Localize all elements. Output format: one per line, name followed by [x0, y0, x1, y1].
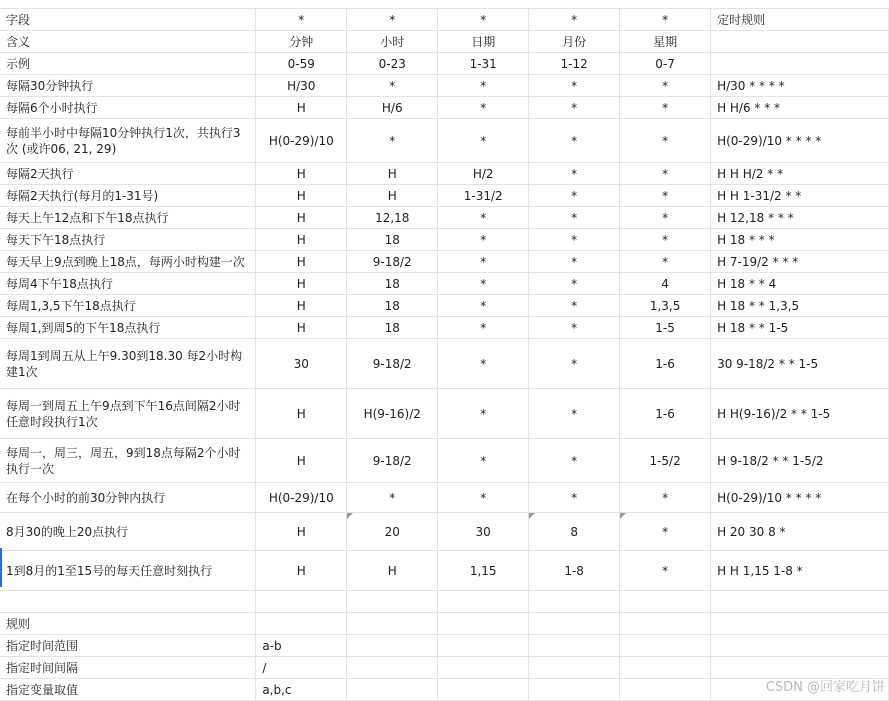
- field-cell[interactable]: 12,18: [347, 207, 438, 229]
- cell[interactable]: [529, 635, 620, 657]
- field-cell[interactable]: *: [438, 229, 529, 251]
- field-cell[interactable]: *: [529, 389, 620, 439]
- table-row: [0, 339, 889, 389]
- field-cell[interactable]: *: [620, 251, 711, 273]
- field-cell[interactable]: *: [529, 163, 620, 185]
- field-cell[interactable]: *: [529, 185, 620, 207]
- field-cell[interactable]: *: [620, 207, 711, 229]
- description-cell[interactable]: 每天早上9点到晚上18点，每两小时构建一次: [0, 251, 256, 273]
- field-cell[interactable]: *: [620, 185, 711, 207]
- field-cell[interactable]: H: [256, 513, 347, 551]
- field-cell[interactable]: *: [438, 273, 529, 295]
- rules-title-row: [0, 613, 889, 635]
- field-cell[interactable]: *: [347, 75, 438, 97]
- cell[interactable]: 定时规则: [711, 9, 889, 31]
- field-cell[interactable]: H: [256, 389, 347, 439]
- field-cell[interactable]: 18: [347, 295, 438, 317]
- field-cell[interactable]: H/30: [256, 75, 347, 97]
- field-cell[interactable]: *: [529, 483, 620, 513]
- cron-expression-cell[interactable]: H H 1-31/2 * *: [711, 185, 889, 207]
- field-cell[interactable]: *: [529, 97, 620, 119]
- field-cell[interactable]: H: [256, 551, 347, 591]
- field-cell[interactable]: *: [438, 439, 529, 483]
- field-cell[interactable]: 1-5: [620, 317, 711, 339]
- description-cell[interactable]: 1到8月的1至15号的每天任意时刻执行: [0, 551, 256, 591]
- field-cell[interactable]: H: [256, 207, 347, 229]
- field-cell[interactable]: H: [347, 185, 438, 207]
- cell[interactable]: 0-59: [256, 53, 347, 75]
- cell[interactable]: [620, 679, 711, 701]
- description-cell[interactable]: 每周1到周五从上午9.30到18.30 每2小时构建1次: [0, 339, 256, 389]
- header-row: [0, 9, 889, 31]
- cell[interactable]: [256, 591, 347, 613]
- cell[interactable]: [620, 657, 711, 679]
- description-cell[interactable]: 在每个小时的前30分钟内执行: [0, 483, 256, 513]
- cell[interactable]: *: [256, 9, 347, 31]
- field-cell[interactable]: *: [620, 483, 711, 513]
- field-cell[interactable]: H: [256, 185, 347, 207]
- field-cell[interactable]: 1-6: [620, 389, 711, 439]
- field-cell[interactable]: *: [438, 295, 529, 317]
- table-row: [0, 483, 889, 513]
- description-cell[interactable]: 每隔2天执行: [0, 163, 256, 185]
- field-cell[interactable]: *: [529, 317, 620, 339]
- cron-expression-cell[interactable]: H 18 * * 1,3,5: [711, 295, 889, 317]
- cell[interactable]: [711, 635, 889, 657]
- description-cell[interactable]: 每周1,3,5下午18点执行: [0, 295, 256, 317]
- cell[interactable]: [347, 591, 438, 613]
- cell[interactable]: [711, 31, 889, 53]
- cron-rules-table: [0, 8, 889, 701]
- field-cell[interactable]: 18: [347, 229, 438, 251]
- cell[interactable]: 指定时间范围: [0, 635, 256, 657]
- cron-expression-cell[interactable]: H 12,18 * * *: [711, 207, 889, 229]
- field-cell[interactable]: 4: [620, 273, 711, 295]
- rule-row: [0, 679, 889, 701]
- field-cell[interactable]: 1,15: [438, 551, 529, 591]
- cron-expression-cell[interactable]: H(0-29)/10 * * * *: [711, 483, 889, 513]
- field-cell[interactable]: H: [256, 97, 347, 119]
- table-row: [0, 251, 889, 273]
- cell[interactable]: 1-12: [529, 53, 620, 75]
- field-cell[interactable]: H: [256, 229, 347, 251]
- cron-expression-cell[interactable]: H 18 * * 1-5: [711, 317, 889, 339]
- field-cell[interactable]: *: [620, 513, 711, 551]
- cell[interactable]: 含义: [0, 31, 256, 53]
- selection-indicator: [0, 548, 2, 587]
- cell[interactable]: 字段: [0, 9, 256, 31]
- field-cell[interactable]: *: [620, 119, 711, 163]
- field-cell[interactable]: 1,3,5: [620, 295, 711, 317]
- field-cell[interactable]: H: [347, 551, 438, 591]
- cell[interactable]: a,b,c: [256, 679, 347, 701]
- field-cell[interactable]: *: [529, 119, 620, 163]
- field-cell[interactable]: *: [347, 483, 438, 513]
- field-cell[interactable]: *: [529, 295, 620, 317]
- table-row: [0, 207, 889, 229]
- cell[interactable]: 1-31: [438, 53, 529, 75]
- table-row: [0, 163, 889, 185]
- cell[interactable]: [438, 679, 529, 701]
- cell[interactable]: [529, 591, 620, 613]
- cell[interactable]: *: [347, 9, 438, 31]
- cell[interactable]: [529, 679, 620, 701]
- field-cell[interactable]: *: [529, 207, 620, 229]
- cell[interactable]: [620, 635, 711, 657]
- cell[interactable]: 日期: [438, 31, 529, 53]
- field-cell[interactable]: H/2: [438, 163, 529, 185]
- field-cell[interactable]: H(0-29)/10: [256, 483, 347, 513]
- field-cell[interactable]: H(9-16)/2: [347, 389, 438, 439]
- cron-expression-cell[interactable]: H 20 30 8 *: [711, 513, 889, 551]
- description-cell[interactable]: 每隔30分钟执行: [0, 75, 256, 97]
- table-row: [0, 75, 889, 97]
- cron-expression-cell[interactable]: H H H/2 * *: [711, 163, 889, 185]
- field-cell[interactable]: *: [620, 75, 711, 97]
- description-cell[interactable]: 每天下午18点执行: [0, 229, 256, 251]
- field-cell[interactable]: H: [256, 317, 347, 339]
- field-cell[interactable]: *: [529, 75, 620, 97]
- cron-expression-cell[interactable]: H 9-18/2 * * 1-5/2: [711, 439, 889, 483]
- field-cell[interactable]: *: [620, 97, 711, 119]
- table-row: [0, 389, 889, 439]
- watermark: CSDN @回家吃月饼: [765, 680, 885, 695]
- cell[interactable]: 0-7: [620, 53, 711, 75]
- field-cell[interactable]: *: [620, 163, 711, 185]
- cell[interactable]: [711, 613, 889, 635]
- field-cell[interactable]: 8: [529, 513, 620, 551]
- description-cell[interactable]: 8月30的晚上20点执行: [0, 513, 256, 551]
- table-row: [0, 513, 889, 551]
- table-row: [0, 295, 889, 317]
- cell[interactable]: /: [256, 657, 347, 679]
- field-cell[interactable]: H: [256, 251, 347, 273]
- cell[interactable]: [529, 613, 620, 635]
- field-cell[interactable]: H: [256, 295, 347, 317]
- cron-expression-cell[interactable]: H 7-19/2 * * *: [711, 251, 889, 273]
- cron-expression-cell[interactable]: H 18 * * 4: [711, 273, 889, 295]
- table-row: [0, 273, 889, 295]
- data-rows: [0, 75, 889, 591]
- field-cell[interactable]: 1-6: [620, 339, 711, 389]
- cron-expression-cell[interactable]: H H(9-16)/2 * * 1-5: [711, 389, 889, 439]
- field-cell[interactable]: *: [438, 97, 529, 119]
- cell[interactable]: [347, 635, 438, 657]
- field-cell[interactable]: *: [347, 119, 438, 163]
- description-cell[interactable]: 每周4下午18点执行: [0, 273, 256, 295]
- cell[interactable]: [256, 613, 347, 635]
- cell[interactable]: 小时: [347, 31, 438, 53]
- table-row: [0, 97, 889, 119]
- field-cell[interactable]: 1-8: [529, 551, 620, 591]
- cell[interactable]: 0-23: [347, 53, 438, 75]
- cell[interactable]: 示例: [0, 53, 256, 75]
- table-row: [0, 317, 889, 339]
- cell[interactable]: [438, 635, 529, 657]
- cell[interactable]: [620, 591, 711, 613]
- cron-expression-cell[interactable]: H H/6 * * *: [711, 97, 889, 119]
- field-cell[interactable]: *: [438, 207, 529, 229]
- field-cell[interactable]: *: [529, 273, 620, 295]
- description-cell[interactable]: 每隔2天执行(每月的1-31号): [0, 185, 256, 207]
- description-cell[interactable]: 每隔6个小时执行: [0, 97, 256, 119]
- cell[interactable]: [620, 613, 711, 635]
- cron-expression-cell[interactable]: 30 9-18/2 * * 1-5: [711, 339, 889, 389]
- cron-expression-cell[interactable]: H H 1,15 1-8 *: [711, 551, 889, 591]
- field-cell[interactable]: H: [256, 439, 347, 483]
- field-cell[interactable]: *: [438, 119, 529, 163]
- cell[interactable]: [438, 657, 529, 679]
- field-cell[interactable]: 1-5/2: [620, 439, 711, 483]
- table-row: [0, 119, 889, 163]
- field-cell[interactable]: *: [529, 439, 620, 483]
- cell[interactable]: *: [620, 9, 711, 31]
- field-cell[interactable]: *: [529, 251, 620, 273]
- cell[interactable]: 指定变量取值: [0, 679, 256, 701]
- field-cell[interactable]: 18: [347, 273, 438, 295]
- field-cell[interactable]: 9-18/2: [347, 251, 438, 273]
- field-cell[interactable]: *: [438, 75, 529, 97]
- cell[interactable]: [347, 657, 438, 679]
- table-row: [0, 439, 889, 483]
- cell[interactable]: [347, 613, 438, 635]
- blank-row: [0, 591, 889, 613]
- field-cell[interactable]: *: [620, 551, 711, 591]
- field-cell[interactable]: *: [438, 251, 529, 273]
- table-row: [0, 185, 889, 207]
- example-row: [0, 53, 889, 75]
- meaning-row: [0, 31, 889, 53]
- cell[interactable]: [438, 613, 529, 635]
- field-cell[interactable]: *: [438, 389, 529, 439]
- field-cell[interactable]: *: [529, 339, 620, 389]
- cell[interactable]: [438, 591, 529, 613]
- cell[interactable]: *: [438, 9, 529, 31]
- field-cell[interactable]: 1-31/2: [438, 185, 529, 207]
- table-row: [0, 229, 889, 251]
- description-cell[interactable]: 每周一到周五上午9点到下午16点间隔2小时任意时段执行1次: [0, 389, 256, 439]
- field-cell[interactable]: H/6: [347, 97, 438, 119]
- cron-expression-cell[interactable]: H 18 * * *: [711, 229, 889, 251]
- cron-expression-cell[interactable]: H(0-29)/10 * * * *: [711, 119, 889, 163]
- cell[interactable]: 分钟: [256, 31, 347, 53]
- cell[interactable]: [529, 657, 620, 679]
- field-cell[interactable]: *: [529, 229, 620, 251]
- cell[interactable]: a-b: [256, 635, 347, 657]
- field-cell[interactable]: *: [620, 229, 711, 251]
- field-cell[interactable]: *: [438, 483, 529, 513]
- rule-row: [0, 635, 889, 657]
- cell[interactable]: *: [529, 9, 620, 31]
- field-cell[interactable]: H: [256, 163, 347, 185]
- description-cell[interactable]: 每前半小时中每隔10分钟执行1次，共执行3次 (或许06, 21, 29): [0, 119, 256, 163]
- field-cell[interactable]: H: [347, 163, 438, 185]
- rule-row: [0, 657, 889, 679]
- cell[interactable]: 月份: [529, 31, 620, 53]
- table-row: [0, 551, 889, 591]
- cell[interactable]: [0, 591, 256, 613]
- description-cell[interactable]: 每天上午12点和下午18点执行: [0, 207, 256, 229]
- field-cell[interactable]: 20: [347, 513, 438, 551]
- field-cell[interactable]: H(0-29)/10: [256, 119, 347, 163]
- cell[interactable]: [347, 679, 438, 701]
- field-cell[interactable]: 30: [256, 339, 347, 389]
- cell[interactable]: 星期: [620, 31, 711, 53]
- field-cell[interactable]: 30: [438, 513, 529, 551]
- field-cell[interactable]: H: [256, 273, 347, 295]
- cell[interactable]: 规则: [0, 613, 256, 635]
- cron-expression-cell[interactable]: H/30 * * * *: [711, 75, 889, 97]
- description-cell[interactable]: 每周一，周三，周五，9到18点每隔2个小时执行一次: [0, 439, 256, 483]
- field-cell[interactable]: *: [438, 317, 529, 339]
- cell[interactable]: 指定时间间隔: [0, 657, 256, 679]
- cell[interactable]: [711, 591, 889, 613]
- field-cell[interactable]: 9-18/2: [347, 439, 438, 483]
- cell[interactable]: [711, 53, 889, 75]
- field-cell[interactable]: 18: [347, 317, 438, 339]
- description-cell[interactable]: 每周1,到周5的下午18点执行: [0, 317, 256, 339]
- field-cell[interactable]: 9-18/2: [347, 339, 438, 389]
- field-cell[interactable]: *: [438, 339, 529, 389]
